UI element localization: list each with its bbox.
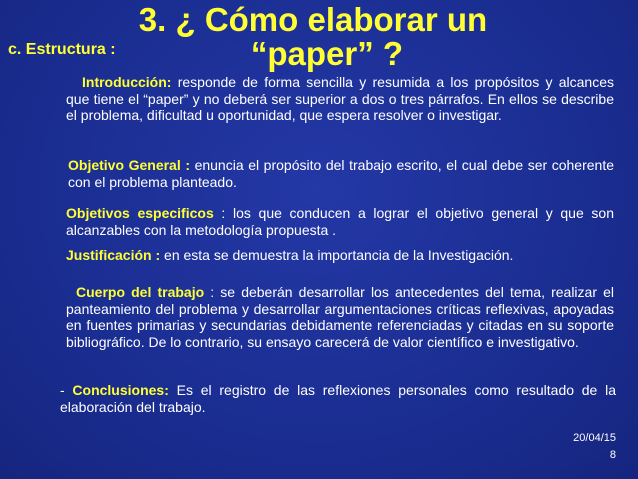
footer-date: 20/04/15 [573, 432, 616, 444]
section-heading: c. Estructura : [8, 41, 116, 58]
text-objetivo-general: enuncia el propósito del trabajo escrito, el cual debe ser coherente con el problema planteado. [68, 157, 614, 190]
label-cuerpo-del-trabajo: Cuerpo del trabajo [76, 284, 205, 300]
paragraph-cuerpo-del-trabajo [66, 284, 614, 350]
label-introduccion: Introducción: [82, 74, 172, 90]
text-cuerpo-del-trabajo: : se deberán desarrollar los antecedentes del tema, realizar el panteamiento del problema y desarrollar argumentaciones críticas reflexivas, apoyadas en fuentes primarias y secundarias debidamente referenciadas y citadas en su soporte bibliográfico. De lo contrario, su ensayo carecerá de valor científico e investigativo. [66, 284, 614, 350]
bullet-dash: - [60, 382, 73, 398]
label-justificacion: Justificación : [66, 247, 161, 263]
text-introduccion: responde de forma sencilla y resumida a los propósitos y alcances que tiene el “paper” y no deberá ser superior a dos o tres párrafos. En ellos se describe el problema, dificultad u oportunidad, que espera resolver o investigar. [66, 74, 614, 124]
paragraph-introduccion [66, 74, 614, 124]
paragraph-objetivos-especificos [66, 205, 614, 238]
label-conclusiones: Conclusiones: [72, 382, 169, 398]
text-objetivos-especificos: : los que conducen a lograr el objetivo general y que son alcanzables con la metodología propuesta . [66, 205, 614, 238]
paragraph-objetivo-general [68, 157, 614, 190]
page-number: 8 [609, 449, 616, 461]
paragraph-justificacion [66, 247, 614, 264]
text-conclusiones: Es el registro de las reflexiones personales como resultado de la elaboración del trabajo. [60, 382, 616, 415]
slide-title-line2: “paper” ? [250, 35, 404, 72]
label-objetivos-especificos: Objetivos especificos [66, 205, 214, 221]
text-justificacion: en esta se demuestra la importancia de la Investigación. [160, 247, 514, 263]
slide-title-line1: 3. ¿ Cómo elaborar un [138, 1, 488, 38]
label-objetivo-general: Objetivo General : [68, 157, 190, 173]
paragraph-conclusiones [60, 382, 616, 415]
